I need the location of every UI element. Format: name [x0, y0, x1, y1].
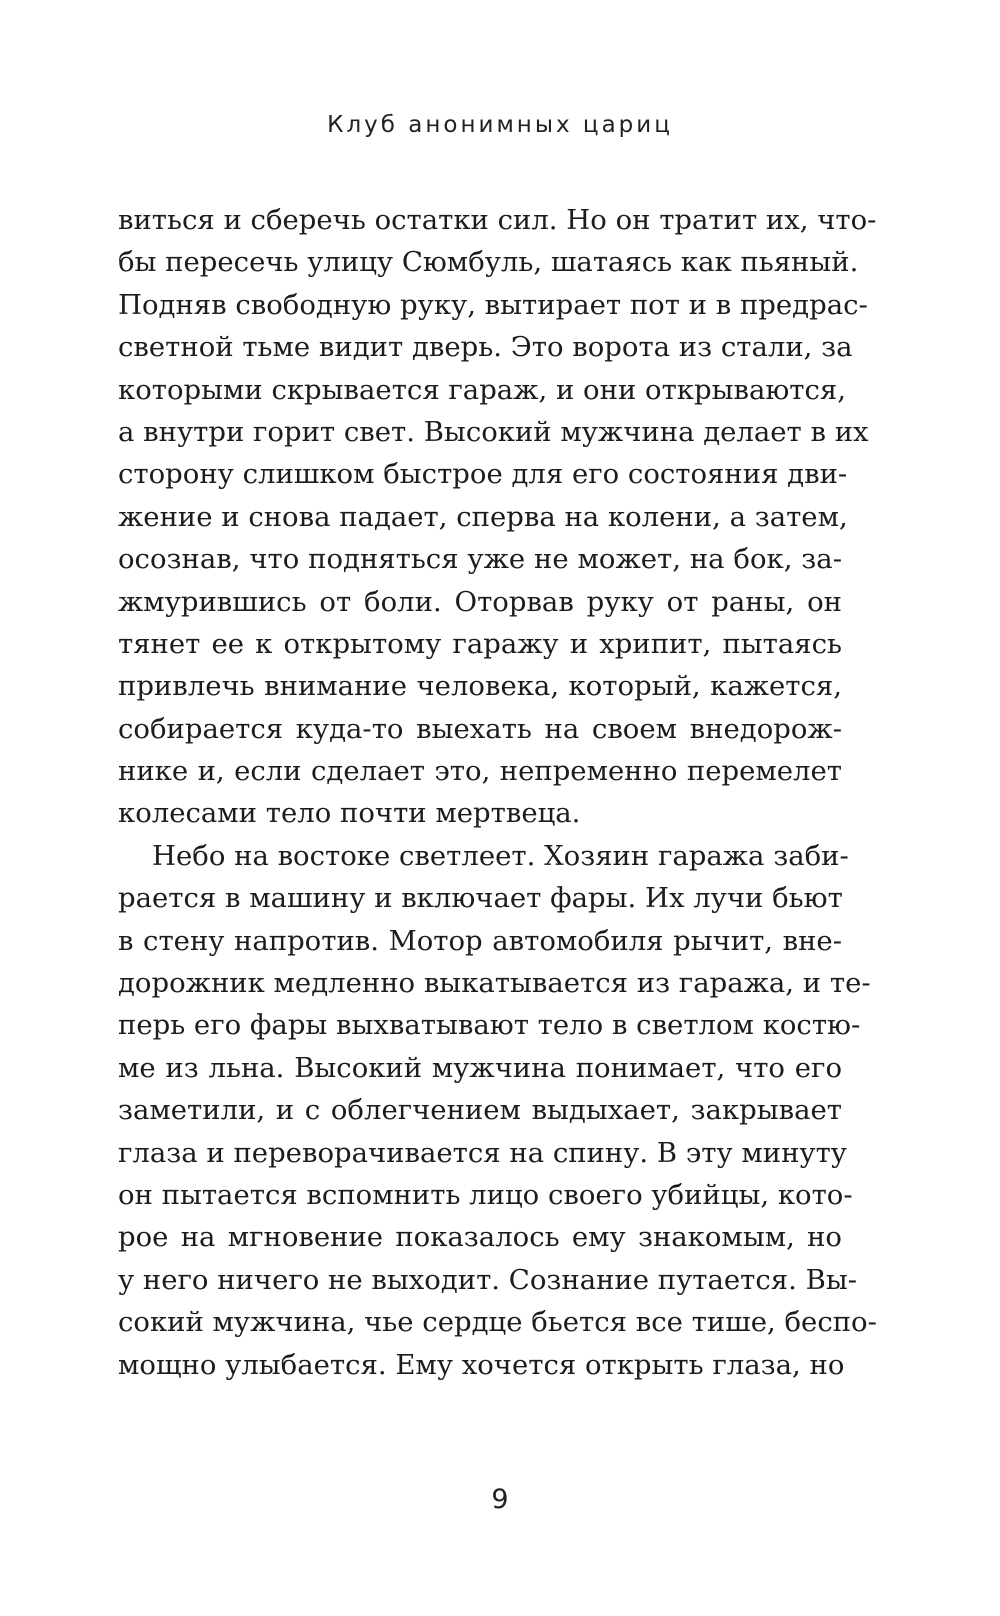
- text-line: жмурившись от боли. Оторвав руку от раны, он: [118, 585, 842, 618]
- body-text: [118, 199, 877, 1386]
- text-line: собирается куда-то выехать на своем внедорож-: [118, 712, 842, 745]
- text-line: тянет ее к открытому гаражу и хрипит, пытаясь: [118, 627, 842, 660]
- paragraph: [118, 199, 877, 835]
- text-line: он пытается вспомнить лицо своего убийцы, кото-: [118, 1178, 853, 1211]
- text-line: колесами тело почти мертвеца.: [118, 797, 581, 830]
- text-line: виться и сберечь остатки сил. Но он тратит их, что-: [118, 204, 877, 236]
- text-line: у него ничего не выходит. Сознание путается. Вы-: [118, 1263, 858, 1296]
- text-line: перь его фары выхватывают тело в светлом костю-: [118, 1009, 861, 1042]
- text-line: Подняв свободную руку, вытирает пот и в предрас-: [118, 288, 868, 321]
- text-line: рое на мгновение показалось ему знакомым, но: [118, 1221, 842, 1254]
- text-line: заметили, и с облегчением выдыхает, закрывает: [118, 1094, 842, 1127]
- text-line: светной тьме видит дверь. Это ворота из стали, за: [118, 331, 853, 364]
- text-line: сторону слишком быстрое для его состояния дви-: [118, 458, 848, 491]
- text-line: в стену напротив. Мотор автомобиля рычит, вне-: [118, 924, 842, 957]
- text-line: Небо на востоке светлеет. Хозяин гаража заби-: [152, 839, 849, 872]
- text-line: привлечь внимание человека, который, кажется,: [118, 670, 842, 703]
- text-line: сокий мужчина, чье сердце бьется все тише, беспо-: [118, 1306, 877, 1339]
- text-line: жение и снова падает, сперва на колени, а затем,: [118, 500, 848, 533]
- text-line: которыми скрывается гараж, и они открываются,: [118, 373, 846, 406]
- text-line: ме из льна. Высокий мужчина понимает, что его: [118, 1051, 842, 1084]
- text-line: дорожник медленно выкатывается из гаража, и те-: [118, 967, 871, 1000]
- text-line: бы пересечь улицу Сюмбуль, шатаясь как пьяный.: [118, 246, 859, 279]
- running-header: Клуб анонимных цариц: [327, 112, 673, 138]
- text-line: осознав, что подняться уже не может, на бок, за-: [118, 543, 842, 576]
- text-line: а внутри горит свет. Высокий мужчина делает в их: [118, 415, 869, 448]
- text-line: нике и, если сделает это, непременно перемелет: [118, 755, 842, 788]
- text-line: глаза и переворачивается на спину. В эту минуту: [118, 1136, 847, 1169]
- text-line: мощно улыбается. Ему хочется открыть глаза, но: [118, 1348, 845, 1381]
- text-line: рается в машину и включает фары. Их лучи бьют: [118, 882, 843, 915]
- page-number: 9: [491, 1484, 509, 1515]
- paragraph: [118, 835, 877, 1386]
